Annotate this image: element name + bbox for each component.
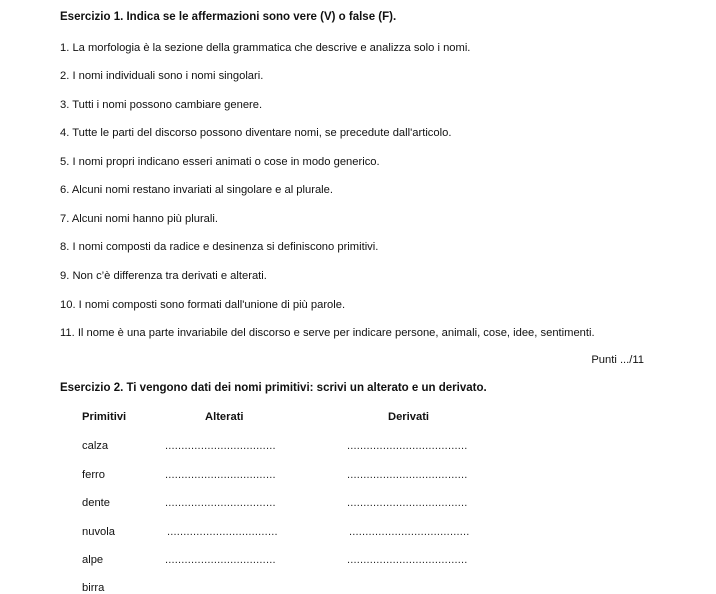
exercise-1-score: Punti .../11 bbox=[591, 354, 644, 366]
derivato-blank[interactable]: ..................................... bbox=[349, 526, 470, 538]
primitive-word: ferro bbox=[82, 469, 106, 481]
statement-10: 10. I nomi composti sono formati dall'unione di più parole. bbox=[60, 299, 346, 311]
primitive-word: alpe bbox=[82, 554, 104, 566]
statement-4: 4. Tutte le parti del discorso possono diventare nomi, se precedute dall'articolo. bbox=[60, 127, 452, 139]
column-header-alterati: Alterati bbox=[205, 411, 244, 423]
column-header-derivati: Derivati bbox=[388, 411, 430, 423]
alterato-blank[interactable]: .................................. bbox=[167, 526, 278, 538]
statement-5: 5. I nomi propri indicano esseri animati o cose in modo generico. bbox=[60, 156, 380, 168]
statement-7: 7. Alcuni nomi hanno più plurali. bbox=[60, 213, 218, 225]
exercise-2-title: Esercizio 2. Ti vengono dati dei nomi primitivi: scrivi un alterato e un derivato. bbox=[60, 382, 487, 394]
statement-8: 8. I nomi composti da radice e desinenza si definiscono primitivi. bbox=[60, 241, 379, 253]
primitive-word: nuvola bbox=[82, 526, 115, 538]
exercise-1-title: Esercizio 1. Indica se le affermazioni sono vere (V) o false (F). bbox=[60, 11, 397, 23]
primitive-word: birra bbox=[82, 582, 105, 594]
statement-2: 2. I nomi individuali sono i nomi singolari. bbox=[60, 70, 264, 82]
statement-3: 3. Tutti i nomi possono cambiare genere. bbox=[60, 99, 263, 111]
derivato-blank[interactable]: ..................................... bbox=[347, 497, 468, 509]
derivato-blank[interactable]: ..................................... bbox=[347, 440, 468, 452]
primitive-word: calza bbox=[82, 440, 109, 452]
statement-1: 1. La morfologia è la sezione della grammatica che descrive e analizza solo i nomi. bbox=[60, 42, 471, 54]
alterato-blank[interactable]: .................................. bbox=[165, 497, 276, 509]
statement-6: 6. Alcuni nomi restano invariati al singolare e al plurale. bbox=[60, 184, 334, 196]
alterato-blank[interactable]: .................................. bbox=[165, 469, 276, 481]
statement-9: 9. Non c’è differenza tra derivati e alterati. bbox=[60, 270, 267, 282]
derivato-blank[interactable]: ..................................... bbox=[347, 469, 468, 481]
column-header-primitivi: Primitivi bbox=[82, 411, 127, 423]
derivato-blank[interactable]: ..................................... bbox=[347, 554, 468, 566]
primitive-word: dente bbox=[82, 497, 110, 509]
statement-11: 11. Il nome è una parte invariabile del discorso e serve per indicare persone, animali, cose, idee, sentimenti. bbox=[60, 327, 595, 339]
alterato-blank[interactable]: .................................. bbox=[165, 554, 276, 566]
alterato-blank[interactable]: .................................. bbox=[165, 440, 276, 452]
